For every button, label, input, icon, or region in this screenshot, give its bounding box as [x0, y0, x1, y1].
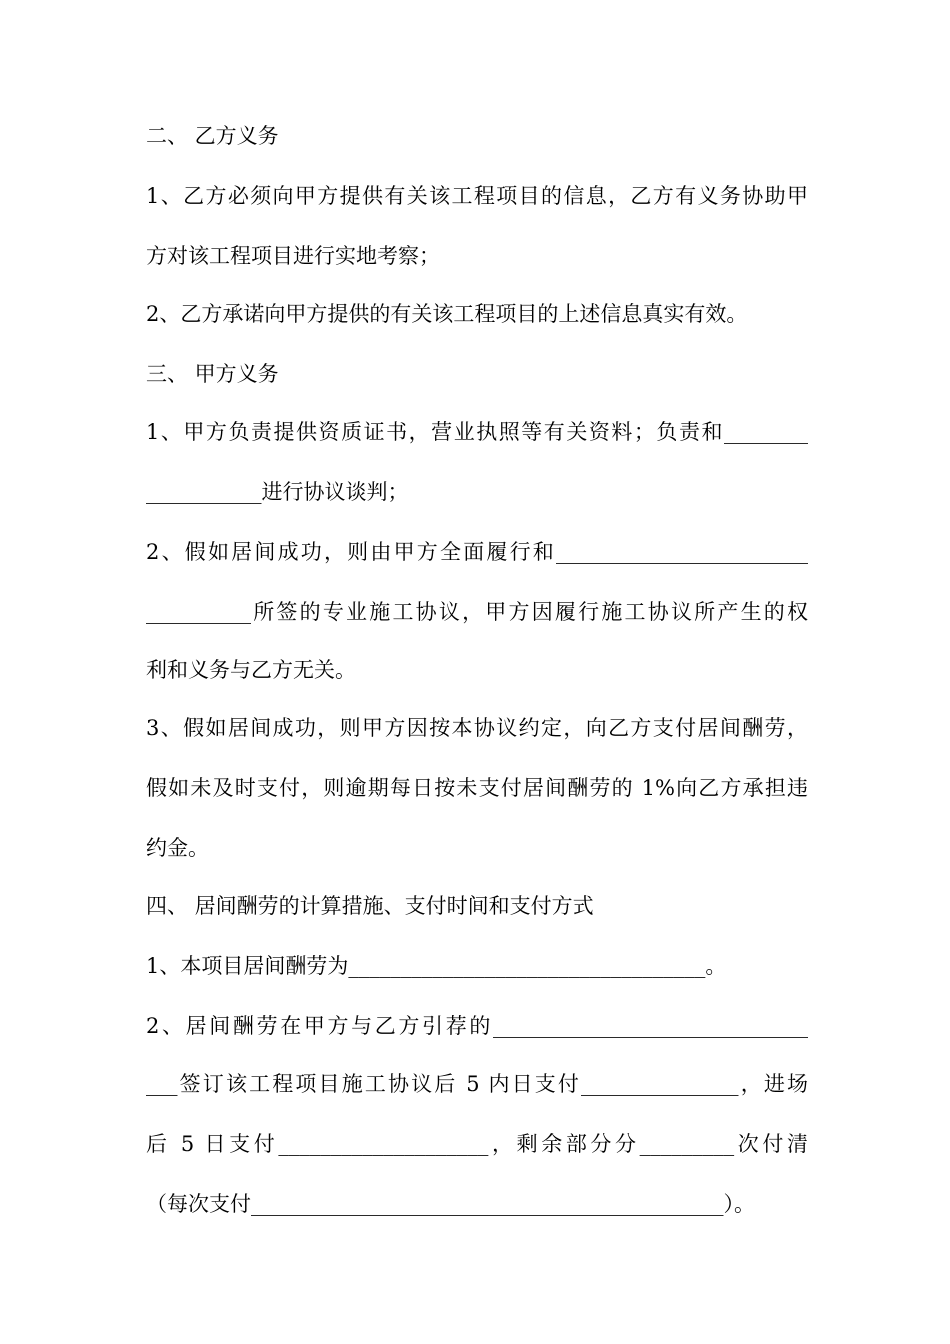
paragraph-line: ___签订该工程项目施工协议后 5 内日支付_______________，进场	[146, 1072, 808, 1096]
section-heading-commission: 四、 居间酬劳的计算措施、支付时间和支付方式	[146, 894, 594, 918]
paragraph-line: 1、甲方负责提供资质证书，营业执照等有关资料；负责和________	[146, 420, 808, 444]
paragraph-line: 2、假如居间成功，则由甲方全面履行和________________________	[146, 540, 808, 564]
paragraph-line: （每次支付_____________________________________________）。	[146, 1192, 755, 1216]
paragraph-line: 1、本项目居间酬劳为__________________________________。	[146, 954, 727, 978]
paragraph-line: 方对该工程项目进行实地考察；	[146, 244, 440, 268]
paragraph-line: 假如未及时支付，则逾期每日按未支付居间酬劳的 1%向乙方承担违	[146, 776, 808, 800]
paragraph-line: 3、假如居间成功，则甲方因按本协议约定，向乙方支付居间酬劳，	[146, 716, 808, 740]
section-heading-party-a-obligations: 三、 甲方义务	[146, 362, 279, 386]
paragraph-line: 利和义务与乙方无关。	[146, 658, 356, 682]
paragraph-line: 约金。	[146, 836, 209, 860]
section-heading-party-b-obligations: 二、 乙方义务	[146, 124, 279, 148]
paragraph-line: 2、乙方承诺向甲方提供的有关该工程项目的上述信息真实有效。	[146, 302, 748, 326]
paragraph-line: ___________进行协议谈判；	[146, 480, 409, 504]
paragraph-line: 1、乙方必须向甲方提供有关该工程项目的信息，乙方有义务协助甲	[146, 184, 808, 208]
paragraph-line: 2、居间酬劳在甲方与乙方引荐的______________________________	[146, 1014, 808, 1038]
paragraph-line: __________所签的专业施工协议，甲方因履行施工协议所产生的权	[146, 600, 808, 624]
paragraph-line: 后 5 日支付____________________，剩余部分分_________次付清	[146, 1132, 808, 1156]
